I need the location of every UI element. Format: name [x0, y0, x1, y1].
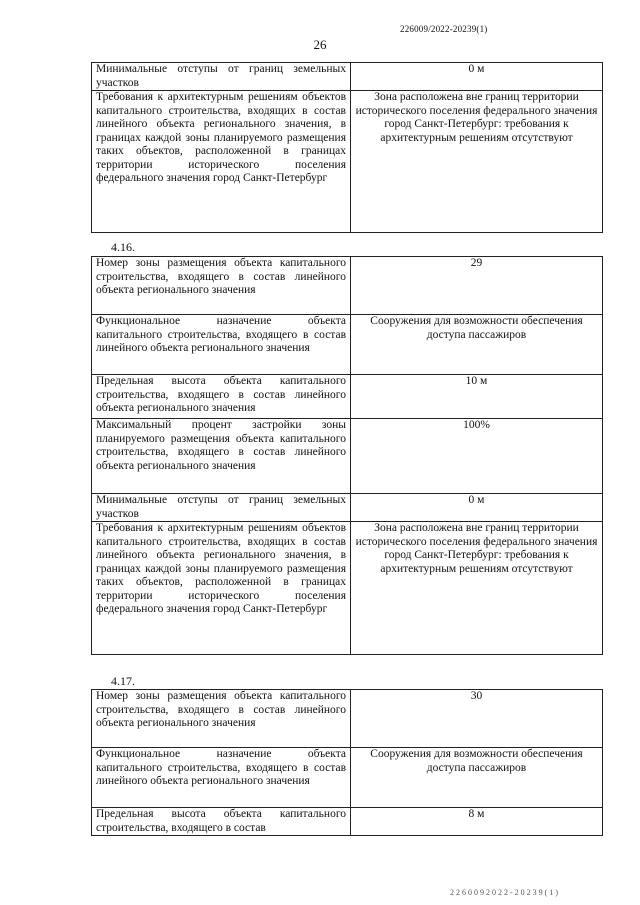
- row-label: Минимальные отступы от границ земельных участков: [92, 494, 351, 522]
- row-label: Номер зоны размещения объекта капитального строительства, входящего в состав линейного объекта регионального значения: [92, 257, 351, 315]
- table-row: [92, 748, 603, 808]
- row-value: Сооружения для возможности обеспечения доступа пассажиров: [351, 748, 603, 808]
- row-value: 8 м: [351, 808, 603, 836]
- row-value: 0 м: [351, 63, 603, 91]
- row-value: 100%: [351, 419, 603, 494]
- table-row: [92, 494, 603, 522]
- row-label: Требования к архитектурным решениям объектов капитального строительства, входящих в состав линейного объекта регионального значения, в границах каждой зоны планируемого размещения таких объектов, расположенной в границах территории исторического поселения федерального значения город Санкт-Петербург: [92, 91, 351, 233]
- table-row: [92, 91, 603, 233]
- table-row: [92, 375, 603, 419]
- table-row: [92, 63, 603, 91]
- table-row: [92, 808, 603, 836]
- row-label: Минимальные отступы от границ земельных участков: [92, 63, 351, 91]
- table-row: [92, 257, 603, 315]
- row-value: Зона расположена вне границ территории исторического поселения федерального значения город Санкт-Петербург: требования к архитектурным решениям отсутствуют: [351, 91, 603, 233]
- table-row: [92, 419, 603, 494]
- page-number: 26: [313, 37, 327, 52]
- section-label-4-17: 4.17.: [111, 674, 135, 688]
- row-label: Предельная высота объекта капитального строительства, входящего в состав линейного объекта регионального значения: [92, 375, 351, 419]
- zone-30-table: [91, 689, 603, 836]
- row-label: Предельная высота объекта капитального строительства, входящего в состав: [92, 808, 351, 836]
- zone-29-table: [91, 256, 603, 655]
- row-value: 30: [351, 690, 603, 748]
- continuation-table: [91, 62, 603, 233]
- row-label: Функциональное назначение объекта капитального строительства, входящего в состав линейного объекта регионального значения: [92, 315, 351, 375]
- row-value: 0 м: [351, 494, 603, 522]
- row-label: Требования к архитектурным решениям объектов капитального строительства, входящих в состав линейного объекта регионального значения, в границах каждой зоны планируемого размещения таких объектов, расположенной в границах территории исторического поселения федерального значения город Санкт-Петербург: [92, 522, 351, 655]
- footer-mark: 2260092022-20239(1): [450, 888, 560, 897]
- row-label: Номер зоны размещения объекта капитального строительства, входящего в состав линейного объекта регионального значения: [92, 690, 351, 748]
- row-value: Зона расположена вне границ территории исторического поселения федерального значения город Санкт-Петербург: требования к архитектурным решениям отсутствуют: [351, 522, 603, 655]
- row-value: Сооружения для возможности обеспечения доступа пассажиров: [351, 315, 603, 375]
- row-value: 10 м: [351, 375, 603, 419]
- row-label: Максимальный процент застройки зоны планируемого размещения объекта капитального строительства, входящего в состав линейного объекта регионального значения: [92, 419, 351, 494]
- table-row: [92, 522, 603, 655]
- section-label-4-16: 4.16.: [111, 240, 135, 254]
- row-value: 29: [351, 257, 603, 315]
- table-row: [92, 315, 603, 375]
- row-label: Функциональное назначение объекта капитального строительства, входящего в состав линейного объекта регионального значения: [92, 748, 351, 808]
- table-row: [92, 690, 603, 748]
- document-id: 226009/2022-20239(1): [400, 24, 488, 34]
